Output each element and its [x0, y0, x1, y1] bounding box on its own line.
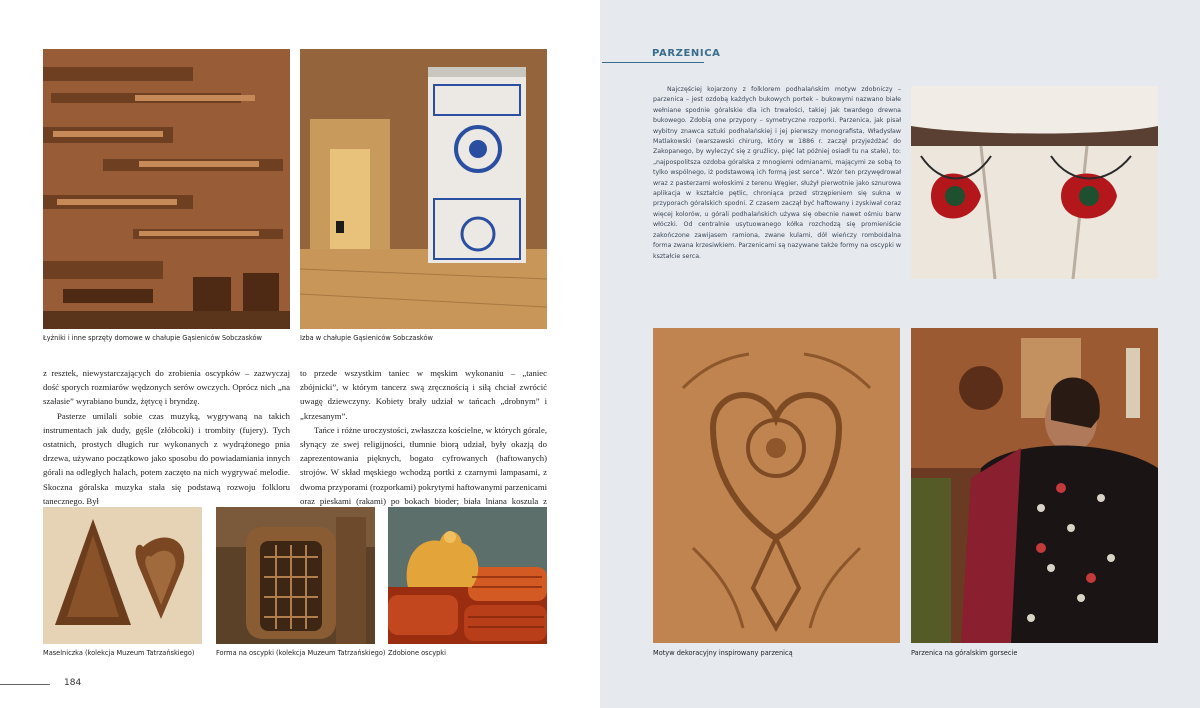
photo-woman-corset [911, 328, 1158, 643]
body-text-column-2 [300, 366, 547, 522]
parzenica-text [653, 85, 901, 262]
caption-woman-corset: Parzenica na góralskim gorsecie [911, 649, 1018, 657]
photo-spoon-racks [43, 49, 290, 329]
caption-oscypek-mold: Forma na oscypki (kolekcja Muzeum Tatrzańskiego) [216, 649, 386, 657]
body-paragraph: Pasterze umilali sobie czas muzyką, wygrywaną na takich instrumentach jak dudy, gęśle (złóbcoki) i trombity (fujery). Tych ostatnich, prostych długich rur wykonanych z wydrążonego pnia drzewa, używano początkowo jako sposobu do powiadamiania innych górali na odległych halach, potem zaczęto na nich wygrywać melodie. Skoczna góralska muzyka stała się podstawą rozwoju folkloru tanecznego. Był [43, 410, 290, 506]
body-paragraph: to przede wszystkim taniec w męskim wykonaniu – „taniec zbójnicki”, w którym tancerz swą zręcznością i siłą chciał zwrócić uwagę dziewczyny. Kobiety brały udział w tańcach „drobnym” i „krzesanym”. [300, 368, 547, 421]
page-number: 184 [64, 678, 82, 688]
caption-decorated-cheese: Zdobione oscypki [388, 649, 446, 657]
photo-embroidered-trousers [911, 86, 1158, 279]
body-text-column-1 [43, 366, 290, 508]
photo-room-stove [300, 49, 547, 329]
photo-decorated-cheese [388, 507, 547, 644]
body-paragraph: Najczęściej kojarzony z folklorem podhalańskim motyw zdobniczy – parzenica – jest ozdobą każdych bukowych portek – bukowymi nazwano białe wełniane spodnie góralskie dla ich trwałości, takiej jak twardego drewna bukowego. Zdobią one przypory – symetryczne rozporki. Parzenica, jak pisał wybitny znawca sztuki podhalańskiej i jej pierwszy monografista, Władysław Matlakowski (warszawski chirurg, który w 1886 r. zaczął przyjeżdżać do Zakopanego, by wyleczyć się z gruźlicy, pięć lat później osiadł tu na stałe), to: „najpospolitsza ozdoba góralska z mnogiemi odmianami, mającymi ze sobą to tylko wspólnego, iż podstawową ich formą jest serce”. Wzór ten przywędrował wraz z pasterzami wołoskimi z terenu Węgier, służył pierwotnie jako sznurowa aplikacja w kształcie pętlic, chroniąca przed strzępieniem się sukna w przyporach góralskich spodni. Z czasem zaczął być haftowany i zyskiwał coraz więcej kolorów, u górali podhalańskich używa się obecnie nawet ośmiu barw włóczki. Od centralnie usytuowanego kółka rozchodzą się promieniście zakończone zawijasem ramiona, zwane kulami, dół wieńczy romboidalna forma zwana krzesiwkiem. Parzenicami są nazywane także formy na oscypki w kształcie serca. [653, 86, 901, 260]
photo-heart-carving [653, 328, 900, 643]
section-title-rule [602, 62, 704, 63]
section-title: PARZENICA [652, 48, 721, 59]
caption-heart-carving: Motyw dekoracyjny inspirowany parzenicą [653, 649, 793, 657]
photo-butter-churn [43, 507, 202, 644]
caption-spoon-racks: Łyżniki i inne sprzęty domowe w chałupie Gąsieniców Sobczasków [43, 334, 262, 342]
caption-butter-churn: Maselniczka (kolekcja Muzeum Tatrzańskiego) [43, 649, 195, 657]
body-paragraph: Tańce i różne uroczystości, zwłaszcza kościelne, w których górale, słynący ze swej religijności, tłumnie biorą udział, były okazją do zaprezentowania pięknych, bogato cyfrowanych (haftowanych) strojów. W skład męskiego wchodzą portki z czarnymi lampasami, z dwoma przyporami (rozporkami) pokrytymi haftowanymi parzenicami oraz pieskami (rakami) po bokach bioder; biała lniana koszula z [300, 424, 547, 506]
caption-room-stove: Izba w chałupie Gąsieniców Sobczasków [300, 334, 433, 342]
body-paragraph: z resztek, niewystarczających do zrobienia oscypków – zazwyczaj dość sporych rozmiarów wędzonych serów owczych. Oprócz nich „na szałasie” wyrabiano bundz, żętycę i bryndzę. [43, 368, 290, 407]
page-number-rule [0, 684, 50, 685]
photo-oscypek-mold [216, 507, 375, 644]
